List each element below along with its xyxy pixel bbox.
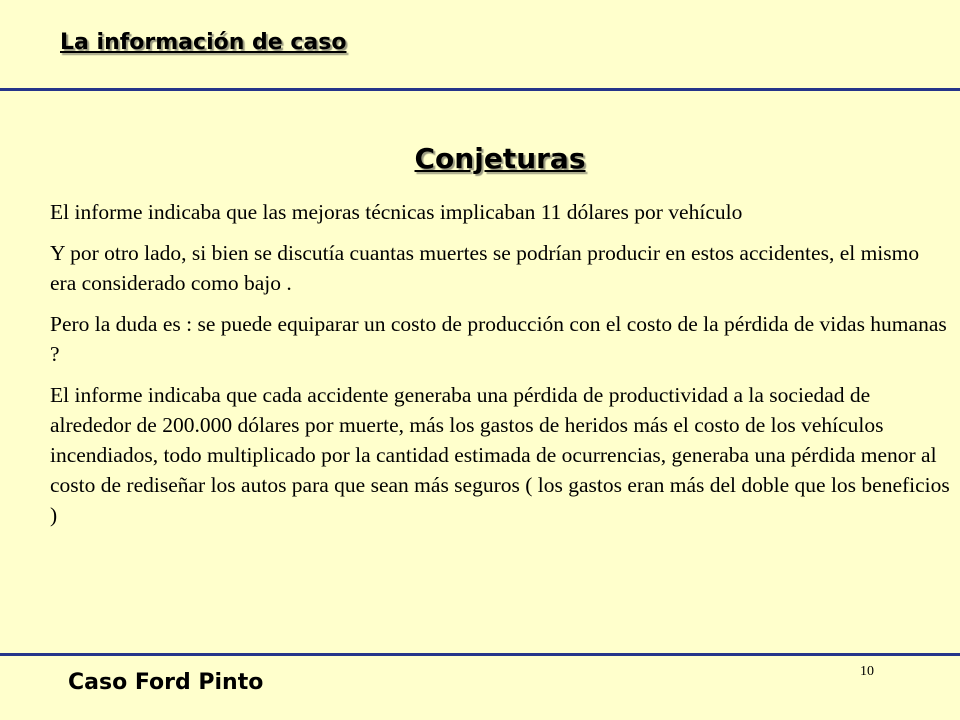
paragraph-1: El informe indicaba que las mejoras técnicas implicaban 11 dólares por vehículo	[50, 200, 743, 224]
slide-body	[50, 197, 950, 541]
footer-title: Caso Ford Pinto	[68, 670, 264, 695]
page-number: 10	[860, 664, 874, 679]
top-divider	[0, 88, 960, 91]
paragraph-3: Pero la duda es : se puede equiparar un costo de producción con el costo de la pérdida de vidas humanas ?	[50, 312, 947, 366]
paragraph-2: Y por otro lado, si bien se discutía cuantas muertes se podrían producir en estos accidentes, el mismo era considerado como bajo .	[50, 241, 920, 295]
bottom-divider	[0, 653, 960, 656]
slide-title: Conjeturas	[414, 142, 586, 175]
header-title: La información de caso	[60, 30, 347, 55]
paragraph-4: El informe indicaba que cada accidente generaba una pérdida de productividad a la sociedad de alrededor de 200.000 dólares por muerte, más los gastos de heridos más el costo de los vehículos incendiados, todo multiplicado por la cantidad estimada de ocurrencias, generaba una pérdida menor al costo de rediseñar los autos para que sean más seguros ( los gastos eran más del doble que los beneficios )	[50, 383, 950, 527]
